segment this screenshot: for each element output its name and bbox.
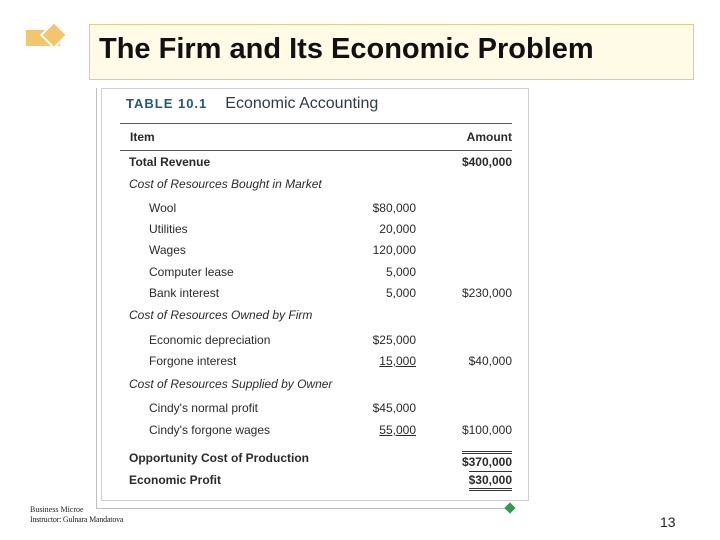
row-total: $30,000 (469, 471, 512, 491)
table-row (102, 421, 530, 441)
economic-accounting-table (101, 88, 529, 501)
table-name: Economic Accounting (225, 95, 379, 112)
row-label: Opportunity Cost of Production (129, 451, 309, 465)
row-label: Cindy's forgone wages (149, 423, 271, 437)
footer-credit (30, 505, 170, 525)
table-row (102, 399, 530, 419)
row-label: Economic Profit (129, 473, 222, 487)
page-number: 13 (660, 514, 676, 530)
row-amount: $45,000 (372, 401, 416, 415)
table-row (102, 284, 530, 304)
row-label: Bank interest (149, 286, 220, 300)
table-row (102, 220, 530, 240)
row-total: $400,000 (461, 155, 512, 169)
row-amount: $80,000 (372, 201, 416, 215)
table-row (102, 449, 530, 469)
row-label: Cost of Resources Supplied by Owner (129, 377, 333, 391)
row-label: Wool (149, 201, 177, 215)
row-amount: 15,000 (379, 354, 416, 368)
row-total: $100,000 (461, 423, 512, 437)
row-amount: $25,000 (372, 333, 416, 347)
row-total: $40,000 (468, 354, 512, 368)
row-label: Cost of Resources Bought in Market (129, 177, 322, 191)
line-end-diamond-icon (504, 502, 515, 513)
row-amount: 120,000 (372, 243, 416, 257)
table-row (102, 471, 530, 491)
row-amount: 55,000 (379, 423, 416, 437)
row-label: Computer lease (149, 265, 234, 279)
footer-course: Business Microe (30, 505, 84, 514)
row-amount: 20,000 (379, 222, 416, 236)
table-row (102, 352, 530, 372)
slide-title: The Firm and Its Economic Problem (99, 33, 594, 65)
footer-instructor: Instructor: Gulnara Mandatova (30, 515, 124, 524)
column-header-item: Item (130, 130, 155, 144)
table-row (102, 241, 530, 261)
column-header-amount: Amount (466, 130, 512, 144)
table-row (102, 199, 530, 219)
row-label: Cost of Resources Owned by Firm (129, 308, 313, 322)
table-row (102, 263, 530, 283)
row-total: $370,000 (462, 451, 512, 469)
row-label: Cindy's normal profit (149, 401, 258, 415)
table-caption (126, 95, 378, 113)
table-row (102, 375, 530, 395)
table-row (102, 153, 530, 173)
row-amount: 5,000 (385, 286, 416, 300)
row-amount: 5,000 (385, 265, 416, 279)
row-label: Total Revenue (129, 155, 211, 169)
table-label: TABLE 10.1 (126, 96, 208, 111)
row-label: Utilities (149, 222, 188, 236)
table-header-row (120, 123, 512, 151)
table-row (102, 331, 530, 351)
row-label: Forgone interest (149, 354, 237, 368)
row-label: Economic depreciation (149, 333, 271, 347)
row-label: Wages (149, 243, 186, 257)
table-row (102, 175, 530, 195)
vertical-rule (96, 88, 97, 508)
table-row (102, 306, 530, 326)
row-total: $230,000 (461, 286, 512, 300)
